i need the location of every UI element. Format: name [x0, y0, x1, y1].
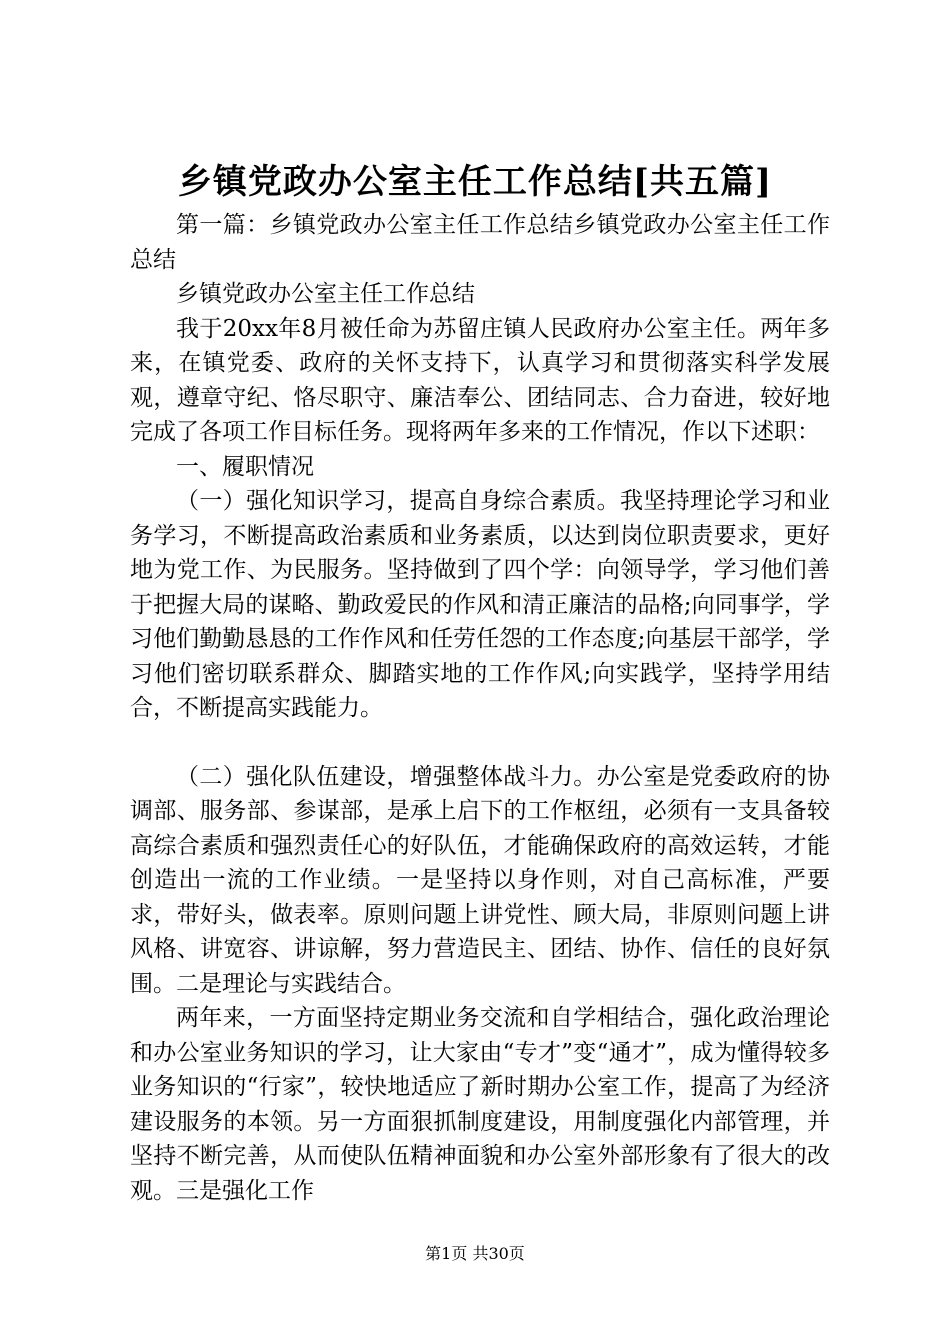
paragraph-two-years: 两年来，一方面坚持定期业务交流和自学相结合，强化政治理论和办公室业务知识的学习，让大家由“专才”变“通才”，成为懂得较多业务知识的“行家”，较快地适应了新时期办公室工作，提高了为经济建设服务的本领。另一方面狠抓制度建设，用制度强化内部管理，并坚持不断完善，从而使队伍精神面貌和办公室外部形象有了很大的改观。三是强化工作: [130, 1005, 830, 1204]
document-body: [130, 208, 830, 1208]
paragraph-section-heading: 一、履职情况: [176, 453, 314, 480]
paragraph-team-building: （二）强化队伍建设，增强整体战斗力。办公室是党委政府的协调部、服务部、参谋部，是承上启下的工作枢纽，必须有一支具备较高综合素质和强烈责任心的好队伍，才能确保政府的高效运转，才能创造出一流的工作业绩。一是坚持以身作则，对自己高标准，严要求，带好头，做表率。原则问题上讲党性、顾大局，非原则问题上讲风格、讲宽容、讲谅解，努力营造民主、团结、协作、信任的良好氛围。二是理论与实践结合。: [130, 763, 830, 997]
paragraph-intro: 我于20xx年8月被任命为苏留庄镇人民政府办公室主任。两年多来，在镇党委、政府的关怀支持下，认真学习和贯彻落实科学发展观，遵章守纪、恪尽职守、廉洁奉公、团结同志、合力奋进，较好地完成了各项工作目标任务。现将两年多来的工作情况，作以下述职：: [130, 315, 830, 445]
page-footer: 第1页 共30页: [425, 1244, 525, 1263]
document-title: 乡镇党政办公室主任工作总结[共五篇]: [177, 162, 773, 202]
paragraph-study: （一）强化知识学习，提高自身综合素质。我坚持理论学习和业务学习，不断提高政治素质和业务素质，以达到岗位职责要求，更好地为党工作、为民服务。坚持做到了四个学：向领导学，学习他们善于把握大局的谋略、勤政爱民的作风和清正廉洁的品格;向同事学，学习他们勤勤恳恳的工作作风和任劳任怨的工作态度;向基层干部学，学习他们密切联系群众、脚踏实地的工作作风;向实践学，坚持学用结合，不断提高实践能力。: [130, 488, 830, 721]
paragraph-subtitle: 乡镇党政办公室主任工作总结: [176, 281, 475, 307]
paragraph-chapter-heading: 第一篇：乡镇党政办公室主任工作总结乡镇党政办公室主任工作总结: [130, 212, 830, 273]
